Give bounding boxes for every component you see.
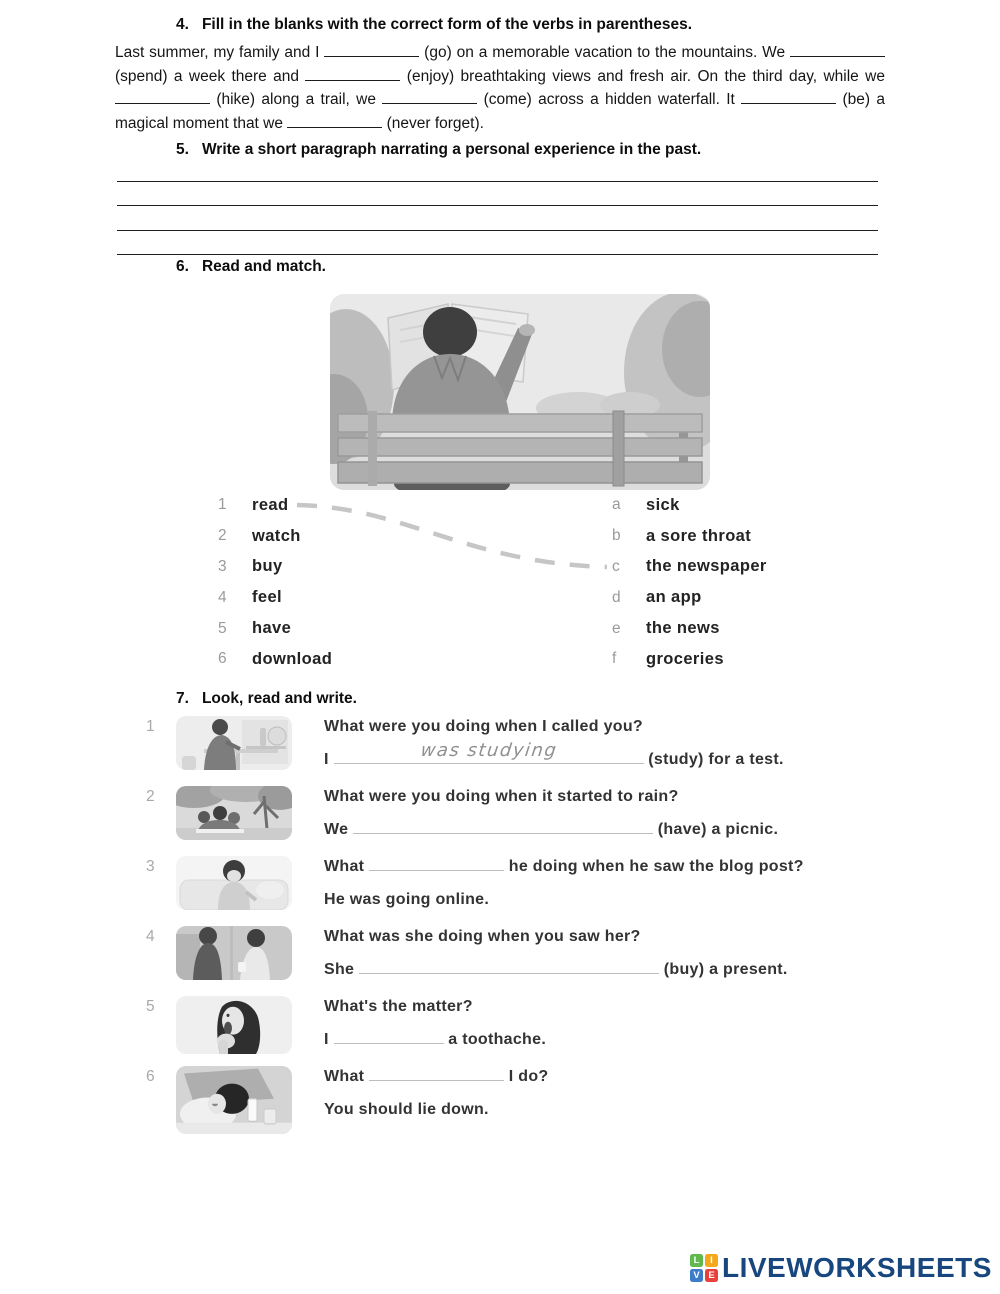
match-item[interactable] bbox=[612, 521, 767, 552]
writing-lines bbox=[117, 158, 878, 255]
match-item-label: buy bbox=[252, 557, 283, 576]
writing-line[interactable] bbox=[117, 158, 878, 182]
qa-item bbox=[146, 786, 886, 840]
look-read-write-list bbox=[146, 716, 886, 1150]
blank-field[interactable] bbox=[353, 821, 653, 834]
qa-text bbox=[324, 996, 546, 1054]
liveworksheets-grid-icon bbox=[690, 1254, 718, 1282]
blank-field[interactable] bbox=[369, 1068, 504, 1081]
blank-field[interactable] bbox=[790, 43, 885, 57]
blank-field[interactable] bbox=[359, 961, 659, 974]
match-item-letter: c bbox=[612, 557, 621, 575]
qa-question: What were you doing when it started to rain? bbox=[324, 788, 679, 805]
blank-field[interactable] bbox=[305, 67, 400, 81]
qa-answer: You should lie down. bbox=[324, 1101, 489, 1118]
section6-number: 6. bbox=[176, 258, 189, 275]
blank-field[interactable] bbox=[115, 90, 210, 104]
logo-grid-cell: I bbox=[705, 1254, 718, 1267]
liveworksheets-logo[interactable] bbox=[690, 1252, 992, 1284]
qa-item-number: 4 bbox=[146, 928, 155, 945]
qa-answer: She (buy) a present. bbox=[324, 961, 788, 978]
qa-photo bbox=[176, 716, 292, 770]
qa-item-number: 3 bbox=[146, 858, 155, 875]
match-item-label: groceries bbox=[646, 649, 724, 668]
qa-text bbox=[324, 716, 784, 770]
qa-photo bbox=[176, 786, 292, 840]
qa-item bbox=[146, 996, 886, 1054]
match-item-number: 2 bbox=[218, 527, 228, 545]
qa-question: What I do? bbox=[324, 1068, 549, 1085]
match-item[interactable] bbox=[218, 582, 332, 613]
match-item[interactable] bbox=[612, 644, 767, 675]
match-item-label: the newspaper bbox=[646, 557, 767, 576]
qa-question: What's the matter? bbox=[324, 998, 473, 1015]
logo-grid-cell: L bbox=[690, 1254, 703, 1267]
qa-photo bbox=[176, 926, 292, 980]
section5-heading bbox=[176, 141, 701, 159]
writing-line[interactable] bbox=[117, 182, 878, 206]
match-item-label: read bbox=[252, 495, 289, 514]
section5-title: Write a short paragraph narrating a personal experience in the past. bbox=[201, 141, 702, 158]
section6-heading bbox=[176, 258, 326, 276]
logo-grid-cell: V bbox=[690, 1269, 703, 1282]
match-item-letter: a bbox=[612, 496, 622, 514]
match-right-column bbox=[612, 490, 767, 675]
qa-text bbox=[324, 786, 778, 840]
match-item[interactable] bbox=[218, 613, 332, 644]
match-item-number: 4 bbox=[218, 588, 228, 606]
blank-field[interactable] bbox=[382, 90, 477, 104]
handwritten-answer: was studying bbox=[418, 740, 559, 761]
section4-number: 4. bbox=[176, 16, 189, 33]
blank-field[interactable] bbox=[324, 43, 419, 57]
writing-line[interactable] bbox=[117, 206, 878, 230]
qa-photo bbox=[176, 856, 292, 910]
section4-heading bbox=[176, 16, 692, 34]
qa-answer: We (have) a picnic. bbox=[324, 821, 779, 838]
match-item[interactable] bbox=[612, 582, 767, 613]
section4-title: Fill in the blanks with the correct form of the verbs in parentheses. bbox=[201, 16, 693, 33]
section7-title: Look, read and write. bbox=[201, 690, 357, 707]
blank-field[interactable] bbox=[369, 858, 504, 871]
match-item[interactable] bbox=[612, 490, 767, 521]
fill-blanks-paragraph: Last summer, my family and I (go) on a memorable vacation to the mountains. We (spend) a week there and (enjoy) breathtaking views and fresh air. On the third day, while we (hike) along a trail, we (come) across a hidden waterfall. It (be) a magical moment that we (never forget). bbox=[115, 44, 885, 132]
qa-item bbox=[146, 926, 886, 980]
qa-answer: I a toothache. bbox=[324, 1031, 547, 1048]
qa-question: What was she doing when you saw her? bbox=[324, 928, 641, 945]
qa-item bbox=[146, 716, 886, 770]
qa-answer: He was going online. bbox=[324, 891, 490, 908]
qa-text bbox=[324, 1066, 549, 1134]
qa-text bbox=[324, 926, 788, 980]
logo-wordmark: LIVEWORKSHEETS bbox=[722, 1252, 992, 1283]
match-item[interactable] bbox=[218, 644, 332, 675]
writing-line[interactable] bbox=[117, 231, 878, 255]
qa-item bbox=[146, 1066, 886, 1134]
match-item-label: a sore throat bbox=[646, 526, 752, 545]
qa-item-number: 1 bbox=[146, 718, 155, 735]
match-item-number: 3 bbox=[218, 557, 228, 575]
match-item-letter: b bbox=[612, 527, 622, 545]
match-item-number: 5 bbox=[218, 619, 228, 637]
match-item-letter: f bbox=[612, 650, 617, 668]
qa-photo bbox=[176, 996, 292, 1054]
qa-answer: I was studying (study) for a test. bbox=[324, 740, 784, 768]
match-item-letter: e bbox=[612, 619, 622, 637]
match-item-number: 1 bbox=[218, 496, 228, 514]
blank-field[interactable] bbox=[741, 90, 836, 104]
match-item-letter: d bbox=[612, 588, 622, 606]
match-item-label: the news bbox=[646, 619, 720, 638]
section7-number: 7. bbox=[176, 690, 189, 707]
match-item[interactable] bbox=[612, 552, 767, 583]
match-item-number: 6 bbox=[218, 650, 228, 668]
match-item-label: sick bbox=[646, 495, 680, 514]
park-bench-photo bbox=[330, 294, 710, 490]
qa-text bbox=[324, 856, 804, 910]
logo-grid-cell: E bbox=[705, 1269, 718, 1282]
blank-field[interactable] bbox=[334, 1031, 444, 1044]
qa-item-number: 2 bbox=[146, 788, 155, 805]
match-connection-line bbox=[285, 493, 620, 579]
match-item-label: watch bbox=[252, 526, 301, 545]
match-item-label: have bbox=[252, 619, 292, 638]
qa-item bbox=[146, 856, 886, 910]
section5-number: 5. bbox=[176, 141, 189, 158]
section7-heading bbox=[176, 690, 357, 708]
match-item[interactable] bbox=[612, 613, 767, 644]
match-item-label: an app bbox=[646, 588, 702, 607]
match-item-label: feel bbox=[252, 588, 283, 607]
qa-item-number: 5 bbox=[146, 998, 155, 1015]
match-item-label: download bbox=[252, 649, 333, 668]
qa-question: What were you doing when I called you? bbox=[324, 718, 643, 735]
qa-item-number: 6 bbox=[146, 1068, 155, 1085]
blank-field[interactable] bbox=[287, 114, 382, 128]
section6-title: Read and match. bbox=[201, 258, 326, 275]
qa-photo bbox=[176, 1066, 292, 1134]
qa-question: What he doing when he saw the blog post? bbox=[324, 858, 804, 875]
